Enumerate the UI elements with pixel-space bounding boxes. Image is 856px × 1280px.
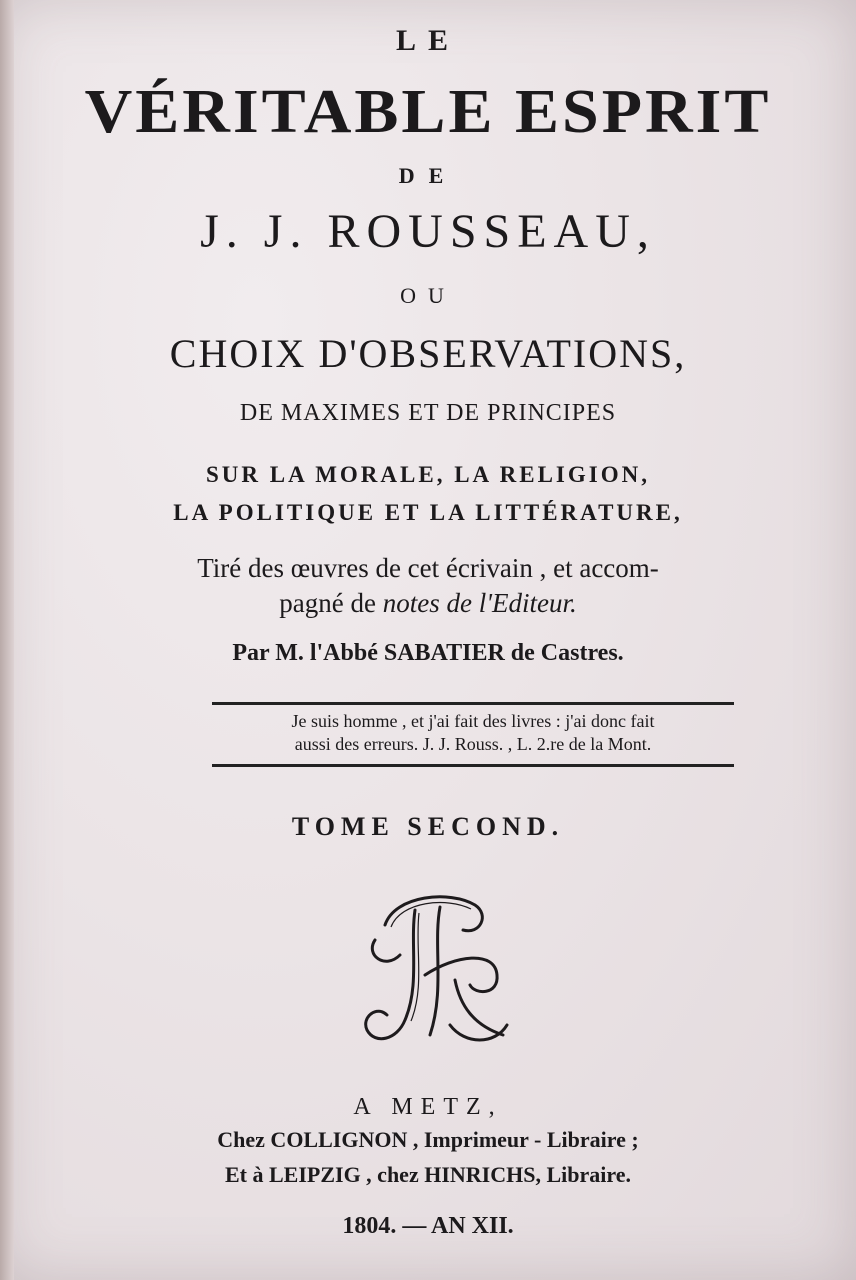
- title-author-name: J. J. ROUSSEAU,: [200, 205, 656, 258]
- imprint-distributor: Et à LEIPZIG , chez HINRICHS, Libraire.: [224, 1162, 631, 1187]
- jjr-monogram-icon: [355, 885, 515, 1055]
- epigraph-rule-bottom: [212, 764, 734, 767]
- imprint-city: A METZ,: [353, 1094, 503, 1120]
- description-line-1: Tiré des œuvres de cet écrivain , et accom-: [197, 553, 659, 583]
- epigraph-line-2: aussi des erreurs. J. J. Rouss. , L. 2.re de la Mont.: [294, 734, 652, 754]
- subtitle-main: CHOIX D'OBSERVATIONS,: [169, 331, 687, 376]
- subtitle-line-2: DE MAXIMES ET DE PRINCIPES: [239, 400, 617, 426]
- description-plain: pagné de: [279, 588, 383, 618]
- description-italic: notes de l'Editeur.: [382, 588, 577, 618]
- title-preposition: DE: [398, 163, 458, 188]
- author-credit: Par M. l'Abbé SABATIER de Castres.: [232, 640, 624, 666]
- volume-label: TOME SECOND.: [291, 812, 565, 841]
- title-main: VÉRITABLE ESPRIT: [84, 76, 772, 147]
- epigraph-rule-top: [212, 702, 734, 705]
- description-line-2: [0, 588, 856, 619]
- subtitle-line-3: SUR LA MORALE, LA RELIGION,: [206, 462, 650, 487]
- imprint-publisher: Chez COLLIGNON , Imprimeur - Libraire ;: [217, 1127, 639, 1152]
- title-article: LE: [395, 24, 461, 57]
- imprint-date: 1804. — AN XII.: [342, 1213, 514, 1239]
- epigraph-line-1: Je suis homme , et j'ai fait des livres : j'ai donc fait: [291, 711, 655, 731]
- subtitle-line-4: LA POLITIQUE ET LA LITTÉRATURE,: [173, 500, 683, 525]
- title-conjunction: OU: [400, 283, 456, 308]
